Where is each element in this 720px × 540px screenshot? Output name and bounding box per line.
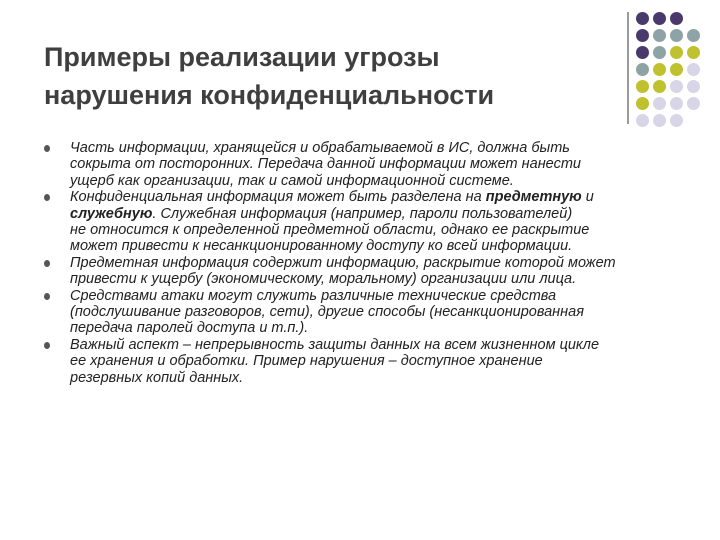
decorative-dot — [653, 80, 666, 93]
bullet-dot-icon — [44, 260, 50, 267]
decorative-dot — [653, 114, 666, 127]
bullet-item-1 — [44, 140, 684, 189]
bullet-2-line-3: не относится к определенной предметной области, однако ее раскрытие — [70, 222, 590, 239]
decorative-dot — [687, 46, 700, 59]
bullet-5-line-2: ее хранения и обработки. Пример нарушения – доступное хранение — [70, 353, 543, 370]
bullet-item-5 — [44, 337, 684, 386]
bullet-2-text-pre: Конфиденциальная информация может быть разделена на — [70, 189, 486, 206]
decorative-dot — [636, 114, 649, 127]
bullet-1-line-2: сокрыта от посторонних. Передача данной информации может нанести — [70, 156, 581, 173]
bullet-4-line-1: Средствами атаки могут служить различные технические средства — [70, 287, 557, 304]
slide-title-line-2: нарушения конфиденциальности — [44, 80, 495, 110]
bullet-list — [44, 140, 684, 386]
bullet-3-line-1: Предметная информация содержит информацию, раскрытие которой может — [70, 254, 616, 271]
slide-title — [44, 38, 604, 114]
bullet-2-term-service: служебную — [70, 205, 153, 222]
bullet-dot-icon — [44, 145, 50, 152]
decorative-dot — [670, 29, 683, 42]
decorative-dot — [687, 63, 700, 76]
bullet-dot-icon — [44, 194, 50, 201]
decorative-divider — [627, 12, 629, 124]
bullet-2-text-post: . Служебная информация (например, пароли пользователей) — [152, 205, 573, 222]
decorative-dot — [670, 63, 683, 76]
bullet-2-line-2 — [70, 206, 684, 222]
decorative-dot — [636, 97, 649, 110]
decorative-dot — [687, 97, 700, 110]
decorative-dot — [636, 46, 649, 59]
decorative-dot — [636, 29, 649, 42]
decorative-dot — [653, 29, 666, 42]
decorative-dot — [687, 80, 700, 93]
bullet-5-line-1: Важный аспект – непрерывность защиты данных на всем жизненном цикле — [70, 336, 600, 353]
decorative-dot — [653, 97, 666, 110]
decorative-dot — [670, 46, 683, 59]
decorative-dot — [636, 12, 649, 25]
bullet-item-3 — [44, 255, 684, 288]
decorative-dot — [670, 97, 683, 110]
decorative-dot — [670, 12, 683, 25]
decorative-dot — [636, 63, 649, 76]
decorative-dot — [653, 12, 666, 25]
bullet-1-line-3: ущерб как организации, так и самой информационной системе. — [70, 172, 514, 189]
bullet-2-line-4: может привести к несанкционированному доступу ко всей информации. — [70, 238, 573, 255]
bullet-dot-icon — [44, 342, 50, 349]
bullet-1-line-1: Часть информации, хранящейся и обрабатываемой в ИС, должна быть — [70, 140, 570, 156]
decorative-dot — [653, 46, 666, 59]
bullet-2-line-1 — [70, 189, 684, 205]
bullet-item-2 — [44, 189, 684, 255]
bullet-dot-icon — [44, 293, 50, 300]
bullet-4-line-3: передача паролей доступа и т.п.). — [70, 320, 309, 337]
decorative-dot — [636, 80, 649, 93]
bullet-2-term-subject: предметную — [485, 189, 582, 206]
bullet-4-line-2: (подслушивание разговоров, сети), другие способы (несанкционированная — [70, 304, 584, 321]
decorative-dot-grid — [636, 12, 716, 142]
bullet-2-text-and: и — [581, 189, 594, 206]
bullet-3-line-2: привести к ущербу (экономическому, моральному) организации или лица. — [70, 271, 577, 288]
bullet-item-4 — [44, 288, 684, 337]
decorative-dot — [687, 29, 700, 42]
decorative-dot — [670, 114, 683, 127]
bullet-5-line-3: резервных копий данных. — [70, 369, 244, 386]
decorative-dot — [653, 63, 666, 76]
slide-title-line-1: Примеры реализации угрозы — [44, 42, 440, 72]
decorative-dot — [670, 80, 683, 93]
